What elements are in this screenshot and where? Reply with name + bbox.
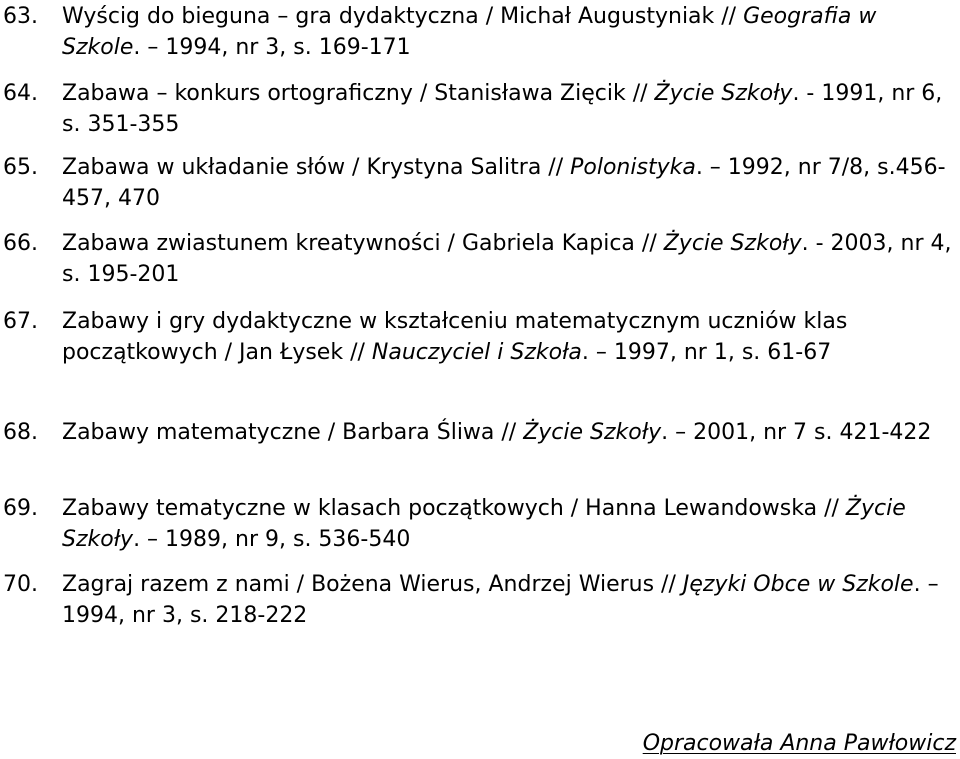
entry-text: [3, 78, 953, 140]
entry-journal: Życie Szkoły: [523, 420, 662, 445]
entry-number: 69.: [3, 496, 38, 521]
entry-details: . – 1994, nr 3, s. 169-171: [133, 35, 411, 60]
entry-title: Zabawy i gry dydaktyczne w kształceniu matematycznym uczniów klas początkowych / Jan Łysek //: [62, 309, 848, 365]
entry-journal: Polonistyka: [570, 155, 696, 180]
bibliography-entry: [3, 493, 953, 555]
entry-journal: Języki Obce w Szkole: [682, 572, 914, 597]
author-signature: Opracowała Anna Pawłowicz: [642, 731, 956, 756]
entry-text: [3, 1, 953, 63]
bibliography-entry: [3, 569, 953, 631]
entry-title: Zabawy tematyczne w klasach początkowych / Hanna Lewandowska //: [62, 496, 846, 521]
entry-text: [3, 569, 953, 631]
entry-journal: Życie Szkoły: [654, 81, 793, 106]
entry-number: 64.: [3, 81, 38, 106]
entry-text: [3, 228, 953, 290]
entry-details: . - 1991, nr 6, s. 351-355: [62, 81, 943, 137]
bibliography-entry: [3, 1, 953, 63]
bibliography-entry: [3, 417, 953, 448]
entry-text: [3, 152, 953, 214]
entry-details: . – 1989, nr 9, s. 536-540: [133, 527, 411, 552]
bibliography-entry: [3, 228, 953, 290]
entry-title: Zagraj razem z nami / Bożena Wierus, Andrzej Wierus //: [62, 572, 683, 597]
entry-title: Zabawy matematyczne / Barbara Śliwa //: [62, 420, 524, 445]
entry-details: . – 1992, nr 7/8, s.456-457, 470: [62, 155, 946, 211]
entry-details: . - 2003, nr 4, s. 195-201: [62, 231, 952, 287]
bibliography-entry: [3, 306, 953, 368]
entry-text: [3, 493, 953, 555]
entry-number: 68.: [3, 420, 38, 445]
entry-journal: Życie Szkoły: [663, 231, 802, 256]
entry-text: [3, 306, 953, 368]
entry-number: 67.: [3, 309, 38, 334]
entry-number: 63.: [3, 4, 38, 29]
entry-title: Wyścig do bieguna – gra dydaktyczna / Michał Augustyniak //: [62, 4, 744, 29]
entry-number: 66.: [3, 231, 38, 256]
entry-details: . – 1994, nr 3, s. 218-222: [62, 572, 939, 628]
entry-title: Zabawa zwiastunem kreatywności / Gabriela Kapica //: [62, 231, 664, 256]
bibliography-entry: [3, 78, 953, 140]
entry-details: . – 2001, nr 7 s. 421-422: [661, 420, 932, 445]
bibliography-entry: [3, 152, 953, 214]
entry-text: [3, 417, 953, 448]
entry-number: 65.: [3, 155, 38, 180]
entry-title: Zabawa – konkurs ortograficzny / Stanisława Zięcik //: [62, 81, 655, 106]
entry-journal: Nauczyciel i Szkoła: [371, 340, 582, 365]
entry-journal: Geografia w Szkole: [62, 4, 877, 60]
entry-journal: Życie Szkoły: [62, 496, 906, 552]
entry-details: . – 1997, nr 1, s. 61-67: [581, 340, 832, 365]
entry-number: 70.: [3, 572, 38, 597]
entry-title: Zabawa w układanie słów / Krystyna Salitra //: [62, 155, 571, 180]
